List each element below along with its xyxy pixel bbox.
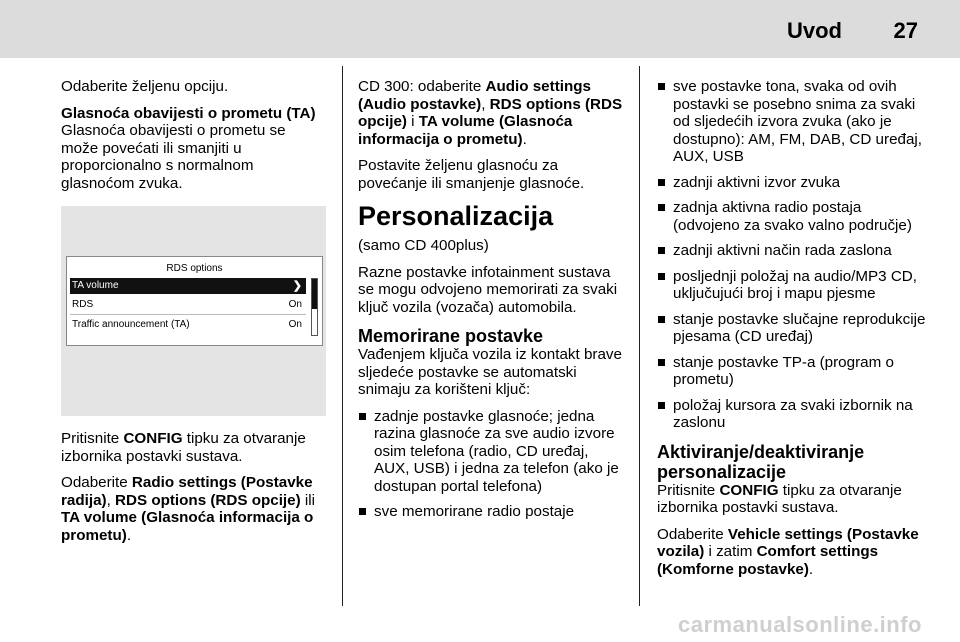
display-screen [66,256,323,346]
menu-item-rds [72,298,302,312]
list-item: zadnji aktivni izvor zvuka [657,174,927,192]
chevron-right-icon: ❯ [292,280,302,292]
page-footer [0,606,960,642]
subsection-title-stored-settings: Memorirane postavke [358,326,544,346]
list-item: stanje postavke TP-a (program o prometu) [657,354,927,389]
stored-settings-list-continued [657,78,927,432]
column-2 [358,78,626,529]
select-instruction: Odaberite Radio settings (Postavke radija), RDS options (RDS opcije) ili TA volume (Glasnoća informacija o prometu). [61,474,315,544]
menu-item-traffic-announcement [72,318,302,332]
menu-item-value: On [288,299,302,310]
rds-options-screenshot [61,206,326,416]
screen-title: RDS options [166,263,223,274]
activation-select-instruction: Odaberite Vehicle settings (Postavke vozila) i zatim Comfort settings (Komforne postavke). [657,525,919,578]
menu-item-label: RDS [72,299,94,310]
list-item: položaj kursora za svaki izbornik na zaslonu [657,397,927,432]
page-header [0,0,960,58]
list-item: zadnja aktivna radio postaja (odvojeno za svako valno područje) [657,199,927,234]
column-1 [61,78,326,553]
list-item: stanje postavke slučajne reprodukcije pjesama (CD uređaj) [657,311,927,346]
watermark: carmanualsonline.info [678,612,922,637]
page-number: 27 [893,18,918,43]
ta-description: Glasnoća obavijesti o prometu se može povećati ili smanjiti u proporcionalno s normalnom glasnoćom zvuka. [61,122,286,192]
stored-settings-intro: Vađenjem ključa vozila iz kontakt brave sljedeće postavke se automatski snimaju za korišteni ključ: [358,346,622,398]
cd300-instruction: CD 300: odaberite Audio settings (Audio postavke), RDS options (RDS opcije) i TA volume (Glasnoća informacija o prometu). [358,78,623,148]
list-item: sve postavke tona, svaka od ovih postavki se posebno snima za svaki od sljedećih izvora zvuka (ako je dostupno): AM, FM, DAB, CD uređaj, AUX, USB [657,78,927,166]
column-3 [657,78,927,587]
personalization-description: Razne postavke infotainment sustava se mogu odvojeno memorirati za svaki ključ vozila (vozača) automobila. [358,263,618,316]
section-title-personalization: Personalizacija [358,201,554,231]
divider [70,314,306,315]
scrollbar [311,278,318,336]
intro-text: Odaberite željenu opciju. [61,78,229,95]
menu-item-value: On [288,319,302,330]
list-item: sve memorirane radio postaje [358,503,626,521]
list-item: zadnji aktivni način rada zaslona [657,242,927,260]
list-item: posljednji položaj na audio/MP3 CD, uključujući broj i mapu pjesme [657,268,927,303]
list-item: zadnje postavke glasnoće; jedna razina glasnoće za sve audio izvore osim telefona (radio, CD uređaj, AUX, USB) i jedna za telefon (ako je dostupan portal telefona) [358,408,626,496]
cd400-note: (samo CD 400plus) [358,237,489,254]
page-title: Uvod [787,18,842,43]
column-divider [639,66,640,606]
config-instruction: Pritisnite CONFIG tipku za otvaranje izbornika postavki sustava. [61,430,306,465]
menu-item-ta-volume [70,278,306,294]
stored-settings-list [358,408,626,521]
subsection-title-activation: Aktiviranje/deaktiviranje personalizacije [657,441,865,482]
column-divider [342,66,343,606]
activation-config-instruction: Pritisnite CONFIG tipku za otvaranje izbornika postavki sustava. [657,481,902,516]
menu-item-label: TA volume [72,280,119,291]
menu-item-label: Traffic announcement (TA) [72,319,190,330]
volume-instruction: Postavite željenu glasnoću za povećanje ili smanjenje glasnoće. [358,157,585,192]
scrollbar-thumb [312,279,317,309]
section-heading-ta: Glasnoća obavijesti o prometu (TA) [61,104,316,122]
